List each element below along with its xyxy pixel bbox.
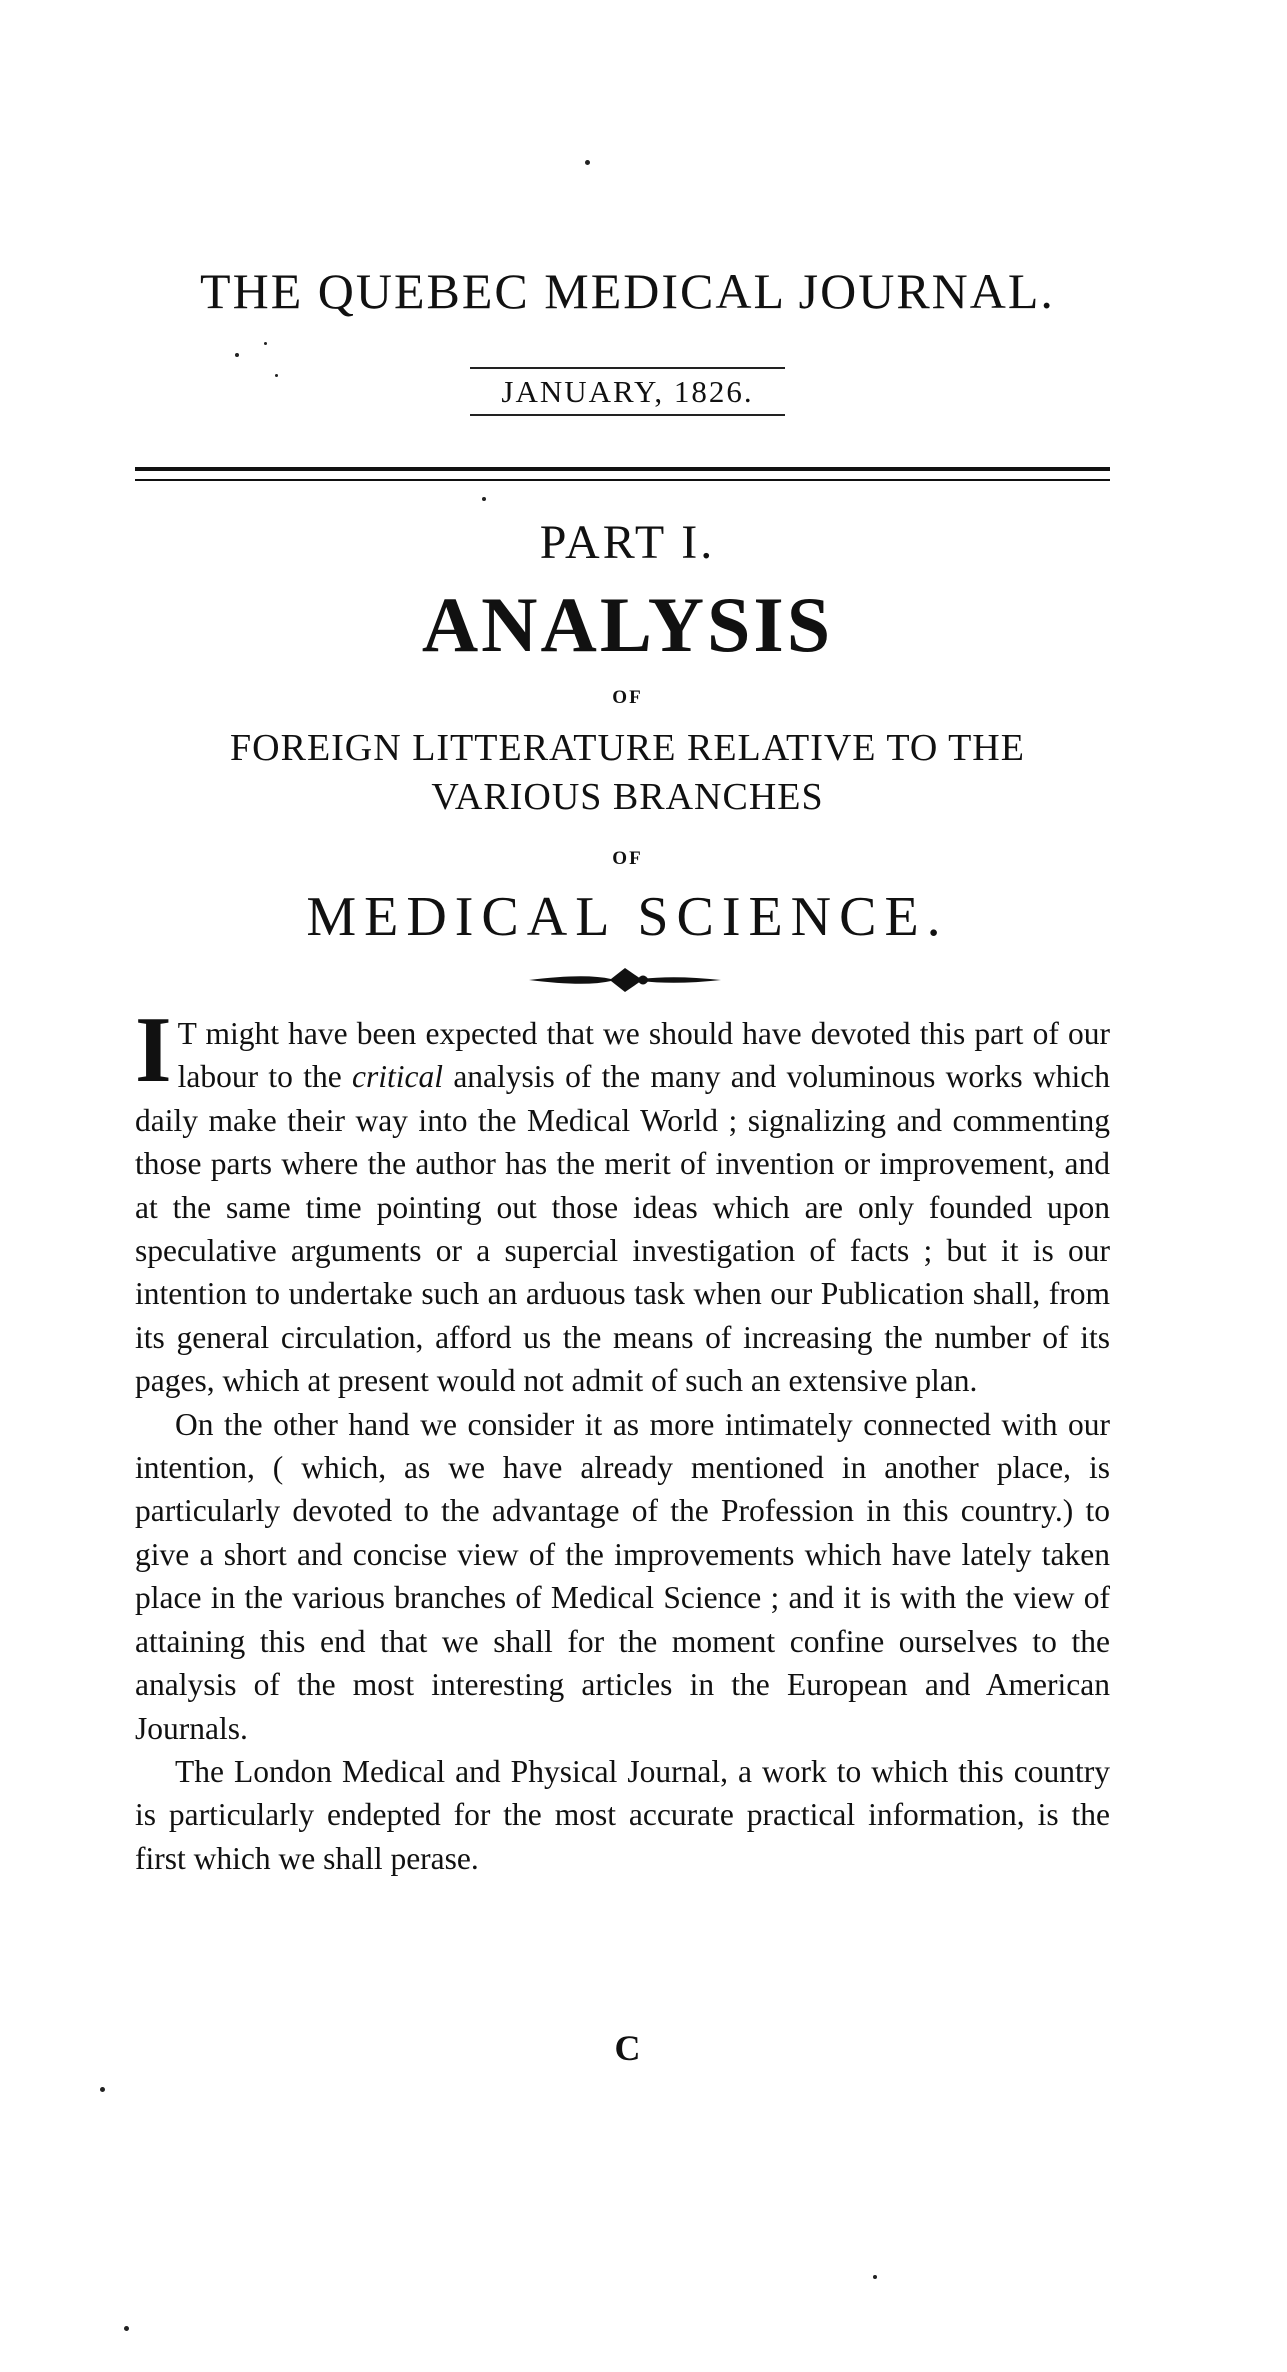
paragraph-3: The London Medical and Physical Journal, a work to which this country is particularly endepted for the most accurate practical information, is the first which we shall perase. [135,1753,1110,1876]
issue-date: JANUARY, 1826. [470,367,785,416]
part-heading: PART I. [539,516,716,569]
paragraph-1-text-start: T might have been expected that we should have devoted this part of our labour to the [177,1016,1110,1095]
connector-of-2: OF [612,848,643,869]
subheading-line-2: VARIOUS BRANCHES [431,776,824,818]
paragraph-1 [135,998,1110,1403]
subject-heading: MEDICAL SCIENCE. [306,886,949,948]
paragraph-1-text-end: analysis of the many and voluminous works which daily make their way into the Medical World ; signalizing and commenting those parts where the author has the merit of invention or improvement, and at the same time pointing out those ideas which are only founded upon speculative arguments or a supercial investigation of facts ; but it is our intention to undertake such an arduous task when our Publication shall, from its general circulation, afford us the means of increasing the number of its pages, which at present would not admit of such an extensive plan. [135,1059,1110,1399]
scan-speck [124,2326,129,2331]
scan-speck [873,2275,877,2279]
scan-speck [585,160,590,165]
ornament-divider-icon [525,960,725,1000]
connector-of-1: OF [612,687,643,708]
scan-speck [235,353,239,357]
paragraph-1-italic-word: critical [352,1059,443,1095]
scan-speck [275,374,278,377]
scan-speck [100,2087,105,2092]
signature-mark: C [614,2028,641,2068]
journal-page [135,0,1120,2372]
subheading-line-1: FOREIGN LITTERATURE RELATIVE TO THE [230,727,1025,769]
journal-title: THE QUEBEC MEDICAL JOURNAL. [200,263,1055,319]
double-rule-divider [135,467,1110,481]
scan-speck [264,342,267,345]
drop-cap-letter: I [135,998,172,1102]
scan-speck [482,497,486,501]
main-heading: ANALYSIS [421,581,834,668]
article-body [135,998,1110,1880]
paragraph-2: On the other hand we consider it as more intimately connected with our intention, ( which, as we have already mentioned in another place, is particularly devoted to the advantage of the Profession in this country.) to give a short and concise view of the improvements which have lately taken place in the various branches of Medical Science ; and it is with the view of attaining this end that we shall for the moment confine ourselves to the analysis of the most interesting articles in the European and American Journals. [135,1406,1110,1746]
